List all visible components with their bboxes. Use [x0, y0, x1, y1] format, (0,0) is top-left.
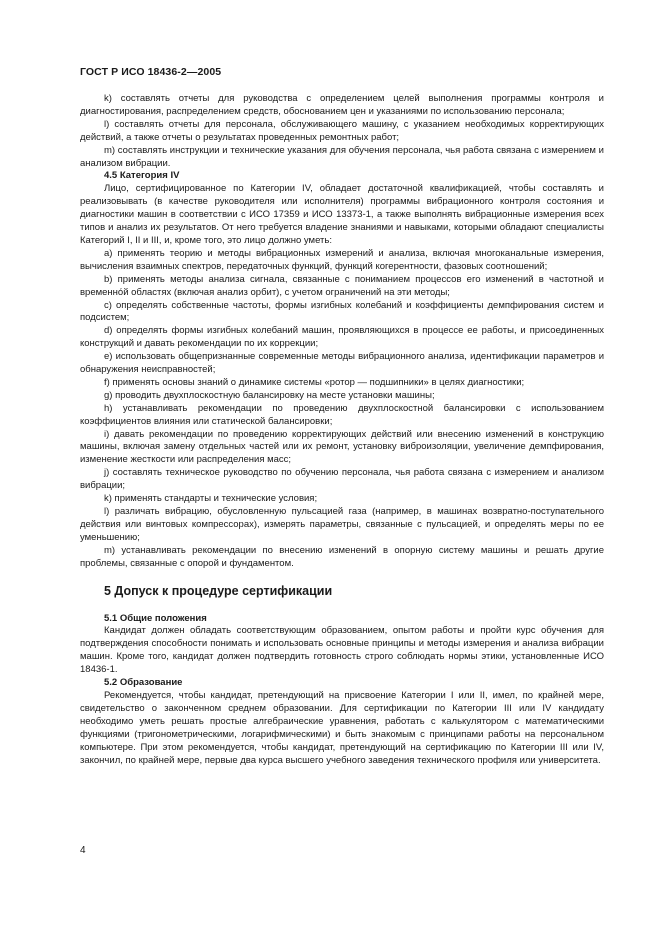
- list-item: k) составлять отчеты для руководства с определением целей выполнения программы контроля и диагностирования, распределением средств, обоснованием цен и указаниями по использованию персонала;: [80, 93, 604, 117]
- document-body: [80, 93, 604, 767]
- list-item: a) применять теорию и методы вибрационных измерений и анализа, включая многоканальные измерения, вычисления взаимных спектров, передаточных функций, функций когерентности, фазовых соотношений;: [80, 247, 604, 272]
- list-item: f) применять основы знаний о динамике системы «ротор — подшипники» в целях диагностики;: [104, 376, 525, 388]
- subsection-heading-5-1: 5.1 Общие положения: [104, 612, 207, 624]
- list-item: h) устанавливать рекомендации по проведению двухплоскостной балансировки с использованием коэффициентов влияния или статической балансировки;: [80, 402, 604, 427]
- list-item: c) определять собственные частоты, формы изгибных колебаний и коэффициенты демпфирования систем и подсистем;: [80, 299, 604, 324]
- paragraph: Лицо, сертифицированное по Категории IV, обладает достаточной квалификацией, чтобы составлять и реализовывать (в качестве руководителя или исполнителя) программы вибрационного контроля состояния и диагностики машин в соответствии с ИСО 17359 и ИСО 13373-1, а также выполнять вибрационные измерения всех типов и анализ их результатов. От него требуется владение знаниями и навыками, которыми обладают специалисты Категорий I, II и III, и, кроме того, это лицо должно уметь:: [80, 183, 604, 246]
- list-item: m) составлять инструкции и технические указания для обучения персонала, чья работа связана с измерением и анализом вибрации.: [80, 144, 604, 169]
- list-item: l) различать вибрацию, обусловленную пульсацией газа (например, в машинах возвратно-поступательного действия или винтовых компрессорах), измерять параметры, связанные с пульсацией, и определять меры по ее уменьшению;: [80, 506, 604, 543]
- list-item: k) применять стандарты и технические условия;: [104, 493, 318, 505]
- list-item: m) устанавливать рекомендации по внесению изменений в опорную систему машины и решать другие проблемы, связанные с опорой и фундаментом.: [80, 544, 604, 569]
- subsection-heading-4-5: 4.5 Категория IV: [104, 170, 180, 182]
- list-item: j) составлять техническое руководство по обучению персонала, чья работа связана с измерением и анализом вибрации;: [80, 467, 604, 492]
- subsection-heading-5-2: 5.2 Образование: [104, 677, 183, 689]
- paragraph: Кандидат должен обладать соответствующим образованием, опытом работы и пройти курс обучения для подтверждения способности понимать и использовать основные принципы и методы измерения и анализа вибрации машин. Кроме того, кандидат должен подтвердить готовность строго соблюдать нормы этики, установленные ИСО 18436-1.: [80, 625, 604, 676]
- list-item: b) применять методы анализа сигнала, связанные с пониманием процессов его изменений в частотной и временно́й областях (включая анализ орбит), с учетом ограничений на эти методы;: [80, 273, 604, 298]
- list-item: l) составлять отчеты для персонала, обслуживающего машину, с указанием необходимых корректирующих действий, а также отчеты о результатах проведенных ремонтных работ;: [80, 118, 604, 143]
- section-heading-5: 5 Допуск к процедуре сертификации: [104, 583, 333, 598]
- list-item: i) давать рекомендации по проведению корректирующих действий или внесению изменений в конструкцию машины, включая замену отдельных частей или их ремонт, установку виброизоляции, увеличение демпфирования, изменение жесткости или распределения масс;: [80, 428, 604, 466]
- list-item: g) проводить двухплоскостную балансировку на месте установки машины;: [104, 389, 435, 401]
- list-item: e) использовать общепризнанные современные методы вибрационного анализа, идентификации параметров и обнаружения неисправностей;: [80, 351, 604, 376]
- list-item: d) определять формы изгибных колебаний машин, проявляющихся в процессе ее работы, и присоединенных конструкций и давать рекомендации по их коррекции;: [80, 325, 604, 350]
- paragraph: Рекомендуется, чтобы кандидат, претендующий на присвоение Категории I или II, имел, по крайней мере, свидетельство о законченном среднем образовании. Для сертификации по Категории III или IV кандидату необходимо уметь решать простые алгебраические уравнения, работать с калькулятором с математическими функциями (тригонометрическими, логарифмическими) и быть знакомым с принципами работы на персональном компьютере. При этом рекомендуется, чтобы кандидат, претендующий на сертификацию по Категории III или IV, закончил, по крайней мере, первые два курса высшего учебного заведения технического профиля или университета.: [80, 689, 604, 766]
- page-number: 4: [80, 845, 86, 856]
- document-header: ГОСТ Р ИСО 18436-2—2005: [80, 66, 222, 78]
